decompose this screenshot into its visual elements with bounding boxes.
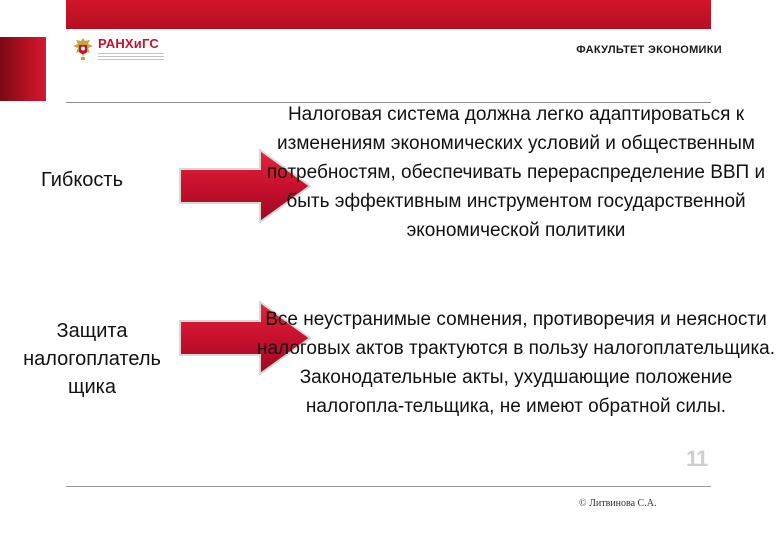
row-description-flexibility: Налоговая система должна легко адаптироваться к изменениям экономических условий и общественным потребностям, обеспечивать перераспределение ВВП и быть эффективным инструментом государственной экономической политики [266,104,766,241]
logo-text-block [98,37,164,62]
row-label-flexibility: Гибкость [40,169,123,191]
left-red-strip [0,37,46,101]
logo-subtitle-lines [98,53,164,62]
row-label-taxpayer-protection: Защита налогоплатель щика [23,320,161,398]
page-number: 11 [686,446,708,471]
eagle-emblem-icon [72,37,94,61]
bottom-divider [66,486,711,487]
row-description-taxpayer-protection: Все неустранимые сомнения, противоречия и неясности налоговых актов трактуются в пользу налогоплательщика. Законодательные акты, ухудшающие положение налогопла-тельщика, не имеют обратной силы. [256,309,776,417]
copyright-text: © Литвинова С.А. [579,498,657,509]
top-red-bar [66,0,711,29]
ranepa-logo [72,34,172,64]
logo-name: РАНХиГС [98,35,159,51]
faculty-title: ФАКУЛЬТЕТ ЭКОНОМИКИ [576,44,722,56]
